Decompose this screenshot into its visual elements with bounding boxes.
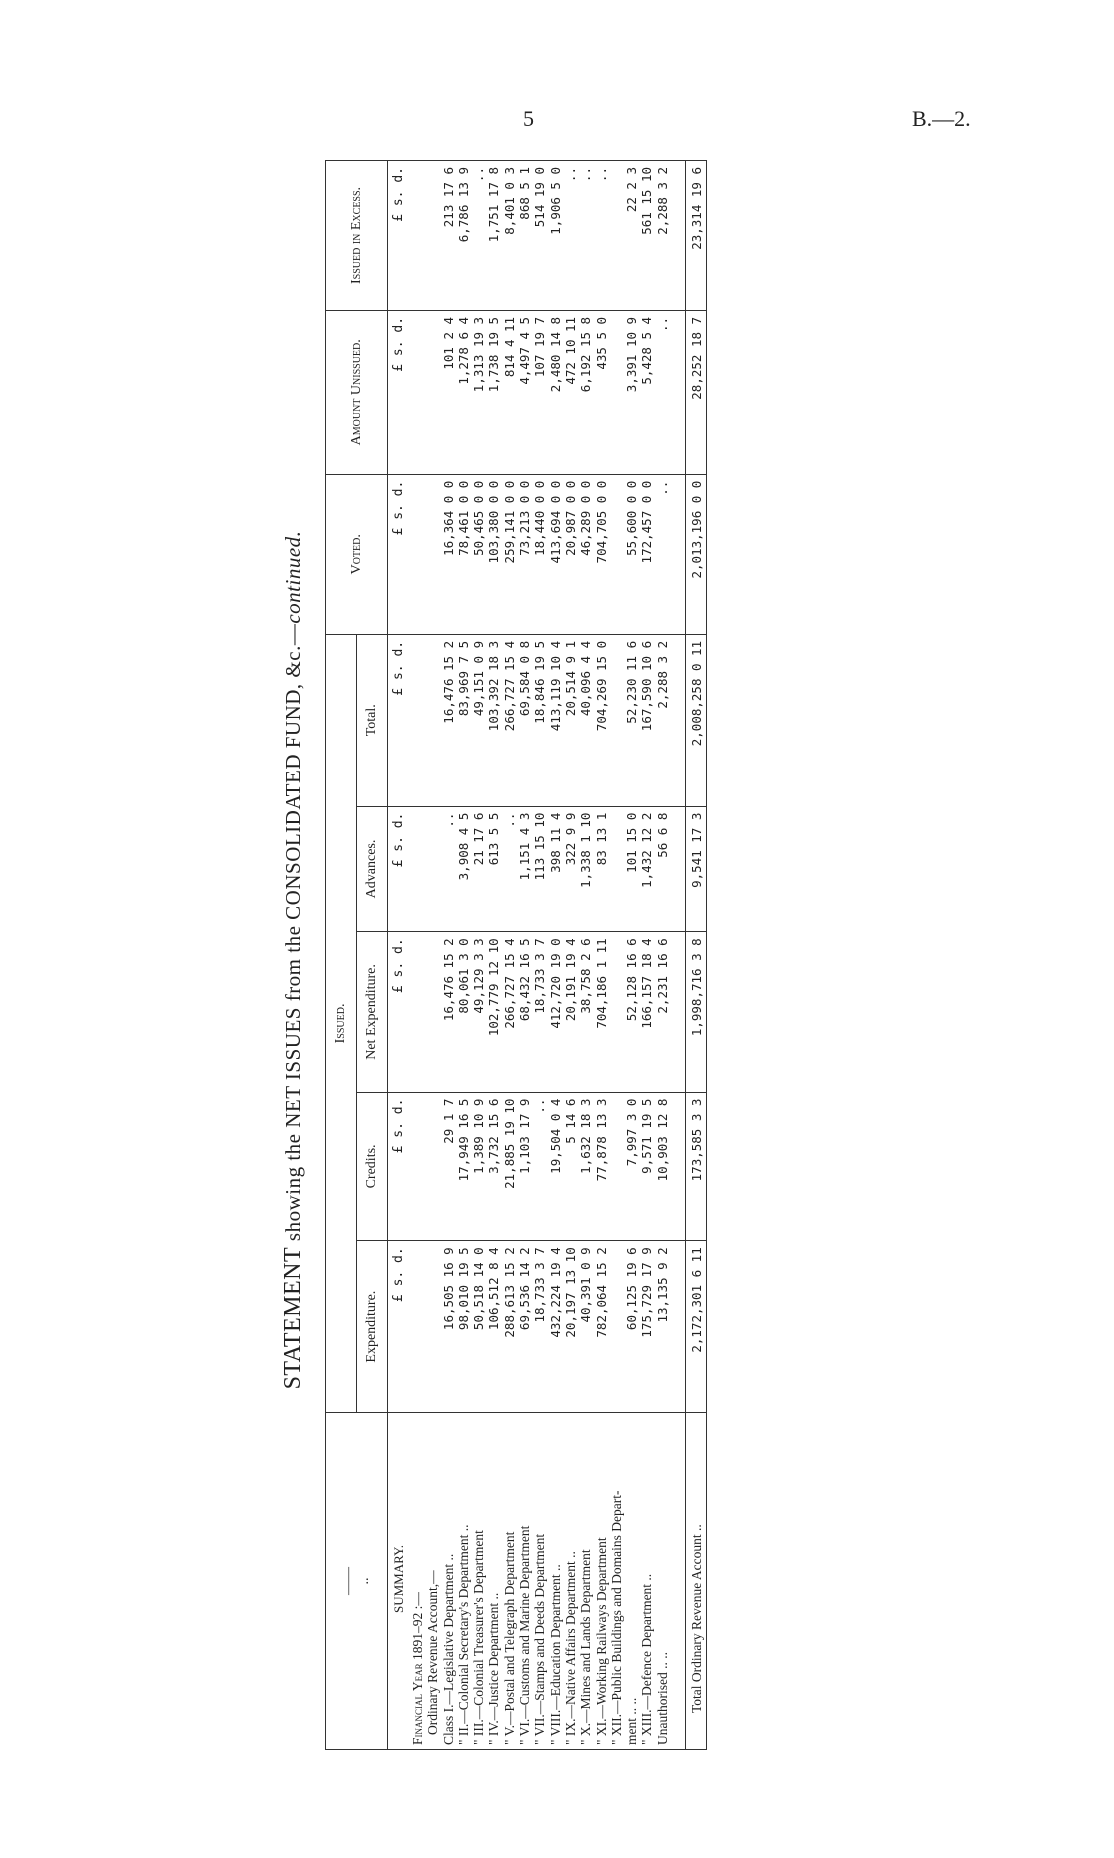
net-expenditure-cell: 49,129 3 3	[471, 932, 486, 1092]
net-expenditure-cell: 16,476 15 2	[441, 932, 456, 1092]
credits-cell: 77,878 13 3	[594, 1092, 609, 1241]
net-expenditure-cell: 18,733 3 7	[532, 932, 547, 1092]
blank-header: ——	[341, 1567, 357, 1595]
total-net: 1,998,716 3 8	[686, 932, 707, 1092]
net-issues-table	[325, 160, 707, 1750]
units-credits: £ s. d.	[388, 1092, 411, 1241]
expenditure-cell: 432,224 19 4	[548, 1241, 563, 1413]
expenditure-cell: 69,536 14 2	[517, 1241, 532, 1413]
units-expenditure: £ s. d.	[388, 1241, 411, 1413]
total-cell: 413,119 10 4	[548, 634, 563, 806]
net-expenditure-cell: 266,727 15 4	[502, 932, 517, 1092]
credits-header: Credits.	[357, 1092, 388, 1241]
credits-cell: 17,949 16 5	[456, 1092, 471, 1241]
net-expenditure-cell: 704,186 1 11	[594, 932, 609, 1092]
issued-in-excess-cell: 8,401 0 3	[502, 161, 517, 311]
issued-in-excess-cell: 213 17 6	[441, 161, 456, 311]
voted-cell: ..	[655, 474, 670, 634]
table-row	[578, 161, 593, 1750]
advances-cell: 3,908 4 5	[456, 806, 471, 932]
voted-cell	[609, 474, 624, 634]
row-label: " X.—Mines and Lands Department	[578, 1413, 593, 1750]
voted-cell: 413,694 0 0	[548, 474, 563, 634]
table-row	[639, 161, 654, 1750]
row-label: " VIII.—Education Department ..	[548, 1413, 563, 1750]
row-label: " VI.—Customs and Marine Department	[517, 1413, 532, 1750]
total-advances: 9,541 17 3	[686, 806, 707, 932]
row-label: " V.—Postal and Telegraph Department	[502, 1413, 517, 1750]
expenditure-cell: 175,729 17 9	[639, 1241, 654, 1413]
expenditure-cell	[609, 1241, 624, 1413]
advances-cell: 1,151 4 3	[517, 806, 532, 932]
total-header: Total.	[357, 634, 388, 806]
credits-cell: 5 14 6	[563, 1092, 578, 1241]
table-row	[502, 161, 517, 1750]
issued-in-excess-cell: 514 19 0	[532, 161, 547, 311]
credits-cell: 19,504 0 4	[548, 1092, 563, 1241]
credits-cell: 1,389 10 9	[471, 1092, 486, 1241]
expenditure-cell: 60,125 19 6	[624, 1241, 639, 1413]
total-cell	[609, 634, 624, 806]
total-voted: 2,013,196 0 0	[686, 474, 707, 634]
voted-cell: 16,364 0 0	[441, 474, 456, 634]
row-label: " IX.—Native Affairs Department ..	[563, 1413, 578, 1750]
voted-cell: 172,457 0 0	[639, 474, 654, 634]
issued-in-excess-header: Issued in Excess.	[326, 161, 388, 311]
total-cell: 20,514 9 1	[563, 634, 578, 806]
table-row	[609, 161, 624, 1750]
total-total: 2,008,258 0 11	[686, 634, 707, 806]
amount-unissued-cell: 107 19 7	[532, 310, 547, 474]
issued-in-excess-cell: 22 2 3	[624, 161, 639, 311]
amount-unissued-cell: 1,738 19 5	[486, 310, 501, 474]
expenditure-cell: 13,135 9 2	[655, 1241, 670, 1413]
expenditure-cell: 40,391 0 9	[578, 1241, 593, 1413]
issued-in-excess-cell: ..	[578, 161, 593, 311]
table-row	[486, 161, 501, 1750]
units-excess: £ s. d.	[388, 161, 411, 311]
net-expenditure-cell: 102,779 12 10	[486, 932, 501, 1092]
advances-cell: 83 13 1	[594, 806, 609, 932]
issued-in-excess-cell	[609, 161, 624, 311]
advances-cell: ..	[441, 806, 456, 932]
advances-cell: 398 11 4	[548, 806, 563, 932]
issued-in-excess-cell: 6,786 13 9	[456, 161, 471, 311]
advances-cell: ..	[502, 806, 517, 932]
total-cell: 103,392 18 3	[486, 634, 501, 806]
advances-cell: 56 6 8	[655, 806, 670, 932]
credits-cell: 9,571 19 5	[639, 1092, 654, 1241]
total-excess: 23,314 19 6	[686, 161, 707, 311]
expenditure-cell: 50,518 14 0	[471, 1241, 486, 1413]
credits-cell: 1,632 18 3	[578, 1092, 593, 1241]
advances-cell: 1,338 1 10	[578, 806, 593, 932]
total-label: Total Ordinary Revenue Account ..	[686, 1413, 707, 1750]
advances-cell: 613 5 5	[486, 806, 501, 932]
summary-title: SUMMARY.	[388, 1413, 411, 1750]
table-row	[456, 161, 471, 1750]
amount-unissued-cell: 1,313 19 3	[471, 310, 486, 474]
net-expenditure-header: Net Expenditure.	[357, 932, 388, 1092]
amount-unissued-cell: 2,480 14 8	[548, 310, 563, 474]
voted-cell: 73,213 0 0	[517, 474, 532, 634]
total-credits: 173,585 3 3	[686, 1092, 707, 1241]
advances-header: Advances.	[357, 806, 388, 932]
voted-cell: 103,380 0 0	[486, 474, 501, 634]
net-expenditure-cell: 20,191 19 4	[563, 932, 578, 1092]
table-row	[471, 161, 486, 1750]
description-header	[326, 1413, 388, 1750]
total-cell: 18,846 19 5	[532, 634, 547, 806]
issued-in-excess-cell: 1,906 5 0	[548, 161, 563, 311]
issued-in-excess-cell: ..	[563, 161, 578, 311]
advances-cell: 322 9 9	[563, 806, 578, 932]
advances-cell: 101 15 0	[624, 806, 639, 932]
issued-in-excess-cell: 2,288 3 2	[655, 161, 670, 311]
credits-cell: 7,997 3 0	[624, 1092, 639, 1241]
voted-cell: 704,705 0 0	[594, 474, 609, 634]
financial-year-label: Financial Year 1891–92 :—	[410, 1413, 425, 1750]
units-voted: £ s. d.	[388, 474, 411, 634]
total-cell: 2,288 3 2	[655, 634, 670, 806]
units-advances: £ s. d.	[388, 806, 411, 932]
row-label: " VII.—Stamps and Deeds Department	[532, 1413, 547, 1750]
credits-cell: ..	[532, 1092, 547, 1241]
table-row	[563, 161, 578, 1750]
expenditure-cell: 782,064 15 2	[594, 1241, 609, 1413]
credits-cell: 3,732 15 6	[486, 1092, 501, 1241]
issued-header: Issued.	[326, 634, 357, 1412]
net-expenditure-cell: 52,128 16 6	[624, 932, 639, 1092]
net-expenditure-cell	[609, 932, 624, 1092]
page-number: 5	[523, 106, 534, 131]
amount-unissued-cell: 6,192 15 8	[578, 310, 593, 474]
amount-unissued-cell: 814 4 11	[502, 310, 517, 474]
heading-lead: STATEMENT	[280, 1246, 306, 1390]
heading-text: showing the NET ISSUES from the CONSOLIDATED FUND, &c.—	[281, 623, 305, 1242]
net-expenditure-cell: 412,720 19 0	[548, 932, 563, 1092]
total-cell: 69,584 0 8	[517, 634, 532, 806]
row-label: " XII.—Public Buildings and Domains Depart-	[609, 1413, 624, 1750]
total-cell: 266,727 15 4	[502, 634, 517, 806]
amount-unissued-header: Amount Unissued.	[326, 310, 388, 474]
expenditure-cell: 18,733 3 7	[532, 1241, 547, 1413]
voted-cell: 46,289 0 0	[578, 474, 593, 634]
credits-cell: 1,103 17 9	[517, 1092, 532, 1241]
amount-unissued-cell: 472 10 11	[563, 310, 578, 474]
amount-unissued-cell: 101 2 4	[441, 310, 456, 474]
expenditure-cell: 98,010 19 5	[456, 1241, 471, 1413]
net-expenditure-cell: 68,432 16 5	[517, 932, 532, 1092]
voted-cell: 55,600 0 0	[624, 474, 639, 634]
credits-cell: 21,885 19 10	[502, 1092, 517, 1241]
table-row	[532, 161, 547, 1750]
voted-cell: 18,440 0 0	[532, 474, 547, 634]
advances-cell: 1,432 12 2	[639, 806, 654, 932]
row-label: " XIII.—Defence Department ..	[639, 1413, 654, 1750]
amount-unissued-cell: 1,278 6 4	[456, 310, 471, 474]
total-cell: 40,096 4 4	[578, 634, 593, 806]
issued-in-excess-cell: 561 15 10	[639, 161, 654, 311]
expenditure-header: Expenditure.	[357, 1241, 388, 1413]
net-expenditure-cell: 2,231 16 6	[655, 932, 670, 1092]
total-unissued: 28,252 18 7	[686, 310, 707, 474]
advances-cell	[609, 806, 624, 932]
table-row	[517, 161, 532, 1750]
expenditure-cell: 20,197 13 10	[563, 1241, 578, 1413]
units-unissued: £ s. d.	[388, 310, 411, 474]
credits-cell: 29 1 7	[441, 1092, 456, 1241]
total-expenditure: 2,172,301 6 11	[686, 1241, 707, 1413]
statement-heading	[280, 160, 314, 1760]
voted-cell: 50,465 0 0	[471, 474, 486, 634]
table-row	[441, 161, 456, 1750]
total-cell: 83,969 7 5	[456, 634, 471, 806]
dots-header: ..	[356, 1577, 372, 1585]
total-cell: 167,590 10 6	[639, 634, 654, 806]
issued-in-excess-cell: 1,751 17 8	[486, 161, 501, 311]
row-label: Class I.—Legislative Department ..	[441, 1413, 456, 1750]
row-label: ment .. ..	[624, 1413, 639, 1750]
amount-unissued-cell: ..	[655, 310, 670, 474]
total-cell: 16,476 15 2	[441, 634, 456, 806]
amount-unissued-cell: 5,428 5 4	[639, 310, 654, 474]
net-expenditure-cell: 80,061 3 0	[456, 932, 471, 1092]
amount-unissued-cell	[609, 310, 624, 474]
table-row	[548, 161, 563, 1750]
voted-cell: 259,141 0 0	[502, 474, 517, 634]
heading-continued: continued.	[281, 530, 305, 624]
account-label: Ordinary Revenue Account,—	[425, 1413, 440, 1750]
total-cell: 704,269 15 0	[594, 634, 609, 806]
expenditure-cell: 288,613 15 2	[502, 1241, 517, 1413]
advances-cell: 113 15 10	[532, 806, 547, 932]
expenditure-cell: 16,505 16 9	[441, 1241, 456, 1413]
total-cell: 52,230 11 6	[624, 634, 639, 806]
advances-cell: 21 17 6	[471, 806, 486, 932]
voted-header: Voted.	[326, 474, 388, 634]
credits-cell	[609, 1092, 624, 1241]
units-total: £ s. d.	[388, 634, 411, 806]
issued-in-excess-cell: ..	[594, 161, 609, 311]
net-expenditure-cell: 38,758 2 6	[578, 932, 593, 1092]
row-label: " II.—Colonial Secretary's Department ..	[456, 1413, 471, 1750]
issued-in-excess-cell: 868 5 1	[517, 161, 532, 311]
table-row	[624, 161, 639, 1750]
rotated-statement	[280, 160, 780, 1760]
amount-unissued-cell: 435 5 0	[594, 310, 609, 474]
table-row	[655, 161, 670, 1750]
expenditure-cell: 106,512 8 4	[486, 1241, 501, 1413]
net-expenditure-cell: 166,157 18 4	[639, 932, 654, 1092]
table-row	[594, 161, 609, 1750]
row-label: Unauthorised .. ..	[655, 1413, 670, 1750]
total-row	[686, 161, 707, 1750]
amount-unissued-cell: 3,391 10 9	[624, 310, 639, 474]
issued-in-excess-cell: ..	[471, 161, 486, 311]
document-reference: B.—2.	[912, 106, 971, 131]
row-label: " XI.—Working Railways Department	[594, 1413, 609, 1750]
credits-cell: 10,903 12 8	[655, 1092, 670, 1241]
amount-unissued-cell: 4,497 4 5	[517, 310, 532, 474]
total-cell: 49,151 0 9	[471, 634, 486, 806]
row-label: " III.—Colonial Treasurer's Department	[471, 1413, 486, 1750]
voted-cell: 78,461 0 0	[456, 474, 471, 634]
voted-cell: 20,987 0 0	[563, 474, 578, 634]
units-net: £ s. d.	[388, 932, 411, 1092]
row-label: " IV.—Justice Department ..	[486, 1413, 501, 1750]
